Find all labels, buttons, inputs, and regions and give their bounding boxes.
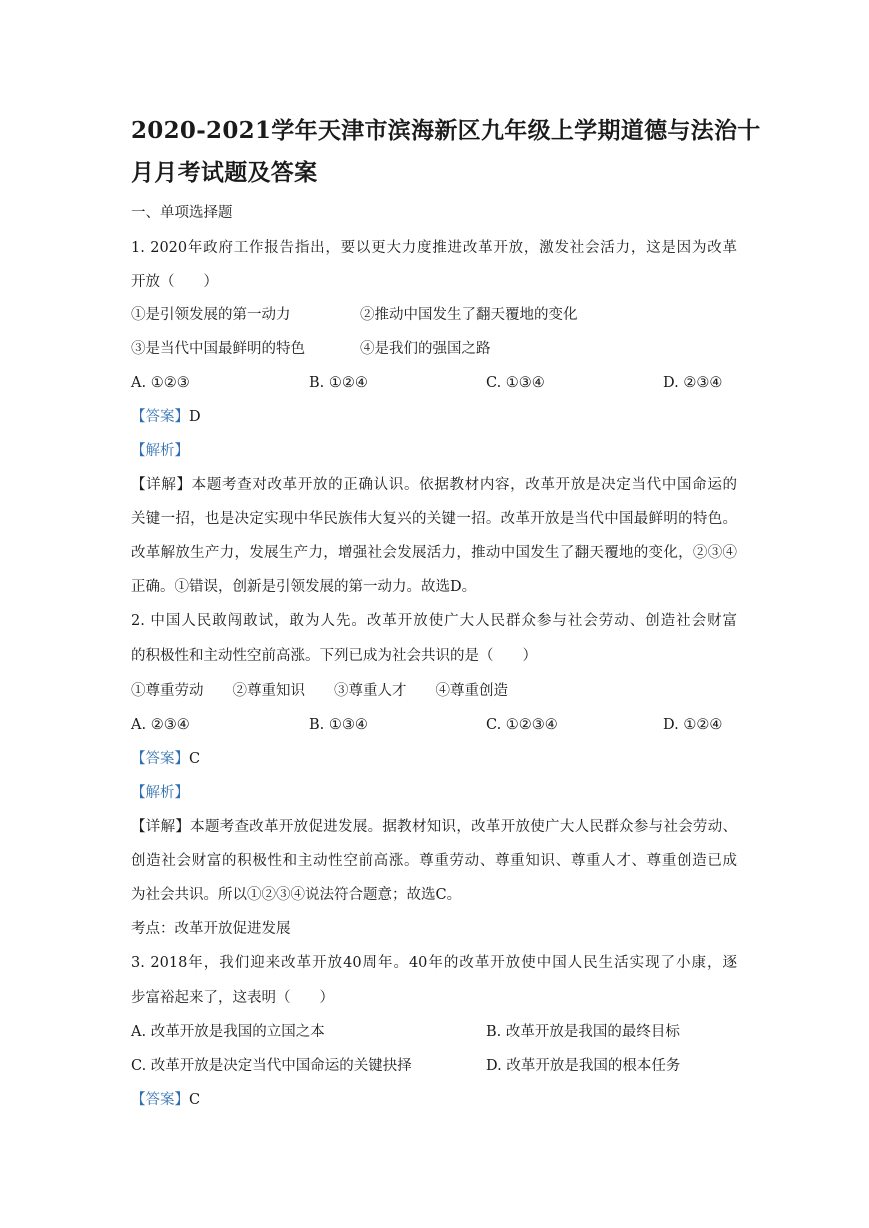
q1-detail-line3: 改革解放生产力，发展生产力，增强社会发展活力，推动中国发生了翻天覆地的变化，②③④ (131, 545, 737, 561)
q1-answer (131, 407, 201, 427)
q3-option-c: C. 改革开放是决定当代中国命运的关键抉择 (131, 1058, 412, 1074)
q1-stem-line1: 1. 2020年政府工作报告指出，要以更大力度推进改革开放，激发社会活力，这是因为改革 (131, 240, 737, 256)
q1-item-3: ③是当代中国最鲜明的特色 (131, 341, 305, 357)
q2-option-c: C. ①②③④ (486, 717, 558, 733)
detail-text: 本题考查对改革开放的正确认识。依据教材内容，改革开放是决定当代中国命运的 (191, 477, 738, 493)
q3-option-d: D. 改革开放是我国的根本任务 (486, 1058, 681, 1074)
q1-option-d: D. ②③④ (663, 375, 723, 391)
answer-label: 【答案】 (131, 751, 189, 767)
detail-text: 本题考查改革开放促进发展。据教材知识，改革开放使广大人民群众参与社会劳动、 (190, 819, 738, 835)
q2-stem-line2: 的积极性和主动性空前高涨。下列已成为社会共识的是（ ） (131, 648, 537, 664)
q1-item-1: ①是引领发展的第一动力 (131, 307, 291, 323)
answer-value: C (189, 1092, 201, 1108)
q3-answer (131, 1090, 200, 1110)
answer-value: D (189, 409, 201, 425)
q1-detail-line2: 关键一招，也是决定实现中华民族伟大复兴的关键一招。改革开放是当代中国最鲜明的特色。 (131, 511, 737, 527)
q1-detail-line1 (131, 475, 737, 495)
q3-option-a: A. 改革开放是我国的立国之本 (131, 1024, 325, 1040)
doc-title-line1: 2020-2021学年天津市滨海新区九年级上学期道德与法治十 (131, 117, 761, 144)
q2-answer (131, 749, 200, 769)
q1-stem-line2: 开放（ ） (131, 274, 218, 290)
q1-option-b: B. ①②④ (309, 375, 368, 391)
q2-option-b: B. ①③④ (309, 717, 368, 733)
q3-stem-line2: 步富裕起来了，这表明（ ） (131, 990, 334, 1006)
q1-item-2: ②推动中国发生了翻天覆地的变化 (360, 307, 578, 323)
q2-detail-line3: 为社会共识。所以①②③④说法符合题意；故选C。 (131, 887, 462, 903)
q1-item-4: ④是我们的强国之路 (360, 341, 491, 357)
answer-value: C (189, 751, 201, 767)
detail-label: 【详解】 (131, 477, 192, 493)
answer-label: 【答案】 (131, 1092, 189, 1108)
section-heading: 一、单项选择题 (131, 205, 233, 221)
q2-stem-line1: 2. 中国人民敢闯敢试，敢为人先。改革开放使广大人民群众参与社会劳动、创造社会财富 (131, 613, 737, 629)
q2-detail-line1 (131, 817, 737, 837)
q3-option-b: B. 改革开放是我国的最终目标 (486, 1024, 680, 1040)
q1-option-a: A. ①②③ (131, 375, 190, 391)
q1-option-c: C. ①③④ (486, 375, 545, 391)
q2-detail-line2: 创造社会财富的积极性和主动性空前高涨。尊重劳动、尊重知识、尊重人才、尊重创造已成 (131, 853, 737, 869)
q2-analysis-label: 【解析】 (131, 785, 189, 801)
q2-items: ①尊重劳动 ②尊重知识 ③尊重人才 ④尊重创造 (131, 683, 508, 699)
doc-title-line2: 月月考试题及答案 (131, 159, 318, 186)
q1-analysis-label: 【解析】 (131, 443, 189, 459)
q3-stem-line1: 3. 2018年，我们迎来改革开放40周年。40年的改革开放使中国人民生活实现了小康，逐 (131, 955, 737, 971)
answer-label: 【答案】 (131, 409, 189, 425)
q2-option-a: A. ②③④ (131, 717, 190, 733)
q1-detail-line4: 正确。①错误，创新是引领发展的第一动力。故选D。 (131, 579, 477, 595)
detail-label: 【详解】 (131, 819, 191, 835)
q2-kaodian: 考点：改革开放促进发展 (131, 921, 291, 937)
q2-option-d: D. ①②④ (663, 717, 723, 733)
